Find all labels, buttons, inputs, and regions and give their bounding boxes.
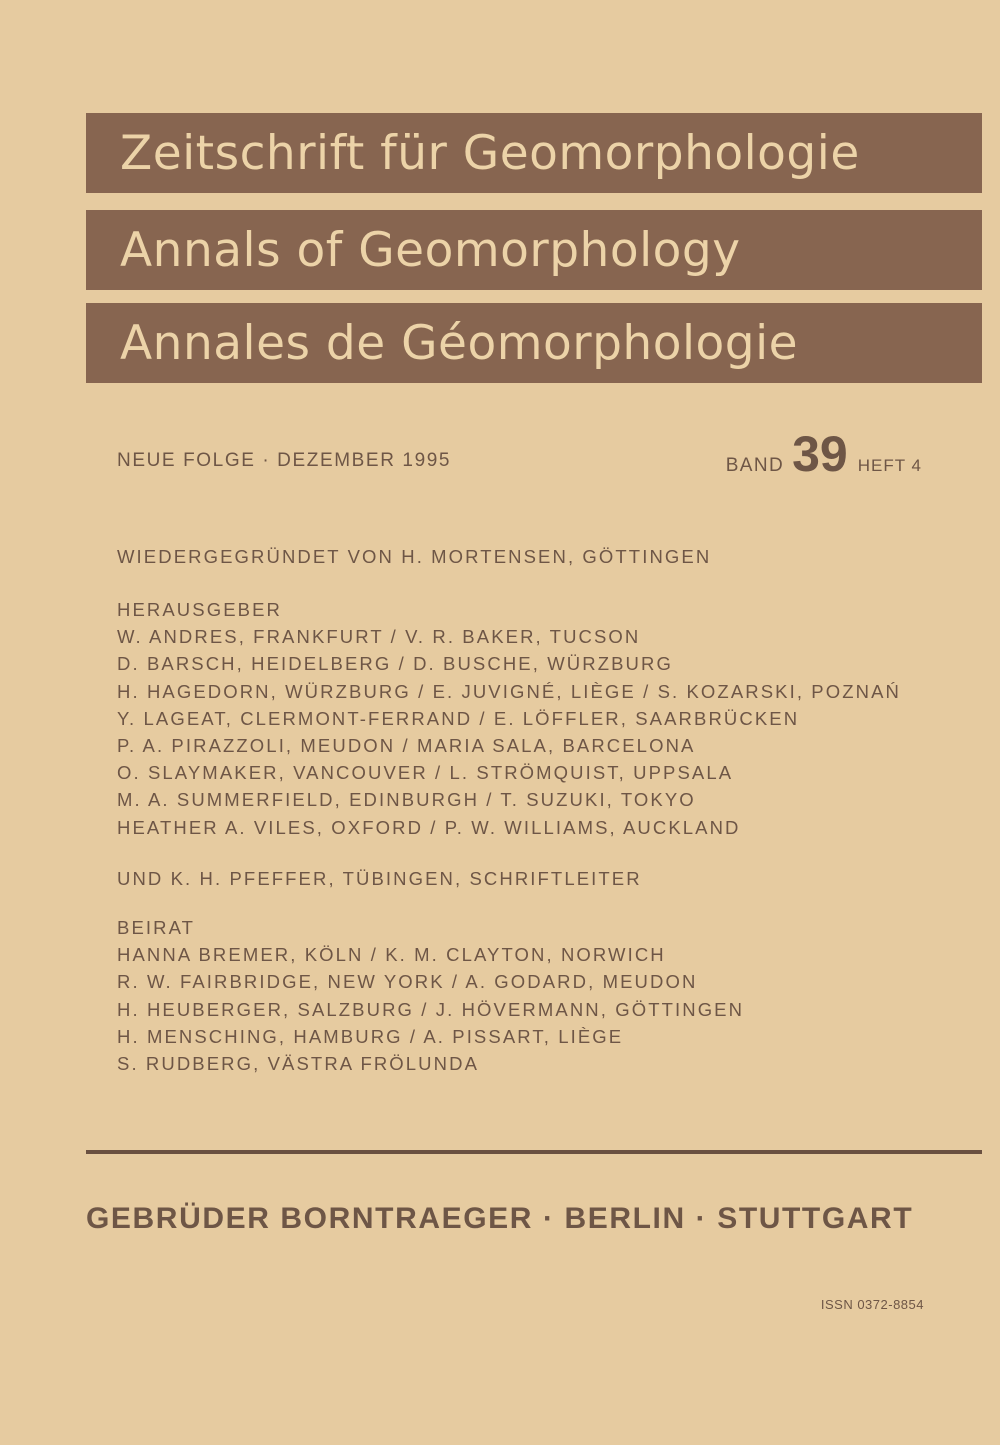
editor-line: D. BARSCH, HEIDELBERG / D. BUSCHE, WÜRZBURG (117, 653, 673, 675)
editors-heading: HERAUSGEBER (117, 599, 282, 620)
editor-line: O. SLAYMAKER, VANCOUVER / L. STRÖMQUIST, UPPSALA (117, 762, 734, 784)
journal-title-english: Annals of Geomorphology (120, 222, 741, 278)
managing-editor-line: UND K. H. PFEFFER, TÜBINGEN, SCHRIFTLEITER (117, 868, 642, 889)
heft-number: HEFT 4 (857, 456, 922, 475)
founder-text: WIEDERGEGRÜNDET VON H. MORTENSEN, GÖTTINGEN (117, 546, 712, 567)
series-date: NEUE FOLGE · DEZEMBER 1995 (117, 450, 452, 471)
editor-line: Y. LAGEAT, CLERMONT-FERRAND / E. LÖFFLER, SAARBRÜCKEN (117, 707, 800, 729)
divider-rule (86, 1150, 982, 1154)
editor-line: H. HAGEDORN, WÜRZBURG / E. JUVIGNÉ, LIÈGE / S. KOZARSKI, POZNAŃ (117, 680, 901, 702)
advisory-line: S. RUDBERG, VÄSTRA FRÖLUNDA (117, 1052, 480, 1074)
issue-info (117, 425, 922, 482)
editor-line: P. A. PIRAZZOLI, MEUDON / MARIA SALA, BARCELONA (117, 734, 696, 756)
advisory-line: R. W. FAIRBRIDGE, NEW YORK / A. GODARD, MEUDON (117, 971, 698, 993)
editor-line: HEATHER A. VILES, OXFORD / P. W. WILLIAMS, AUCKLAND (117, 816, 741, 838)
advisory-heading: BEIRAT (117, 917, 196, 938)
advisory-line: H. MENSCHING, HAMBURG / A. PISSART, LIÈGE (117, 1025, 624, 1047)
advisory-line: H. HEUBERGER, SALZBURG / J. HÖVERMANN, GÖTTINGEN (117, 998, 745, 1020)
advisory-line: HANNA BREMER, KÖLN / K. M. CLAYTON, NORWICH (117, 944, 666, 966)
editors-section (117, 596, 901, 841)
volume-info (726, 425, 922, 483)
journal-title-french: Annales de Géomorphologie (120, 315, 799, 371)
band-label: BAND (725, 455, 785, 476)
editor-line: M. A. SUMMERFIELD, EDINBURGH / T. SUZUKI, TOKYO (117, 789, 696, 811)
issn-number: ISSN 0372-8854 (820, 1297, 924, 1312)
title-band-english (86, 210, 982, 290)
title-band-german (86, 113, 982, 193)
title-band-french (86, 303, 982, 383)
founder-line (117, 543, 711, 570)
advisory-board-section (117, 914, 744, 1077)
editor-line: W. ANDRES, FRANKFURT / V. R. BAKER, TUCSON (117, 626, 641, 648)
journal-title-german: Zeitschrift für Geomorphologie (120, 125, 860, 181)
band-number: 39 (792, 426, 848, 482)
managing-editor-section (117, 865, 642, 892)
publisher-name: GEBRÜDER BORNTRAEGER · BERLIN · STUTTGART (86, 1202, 914, 1235)
